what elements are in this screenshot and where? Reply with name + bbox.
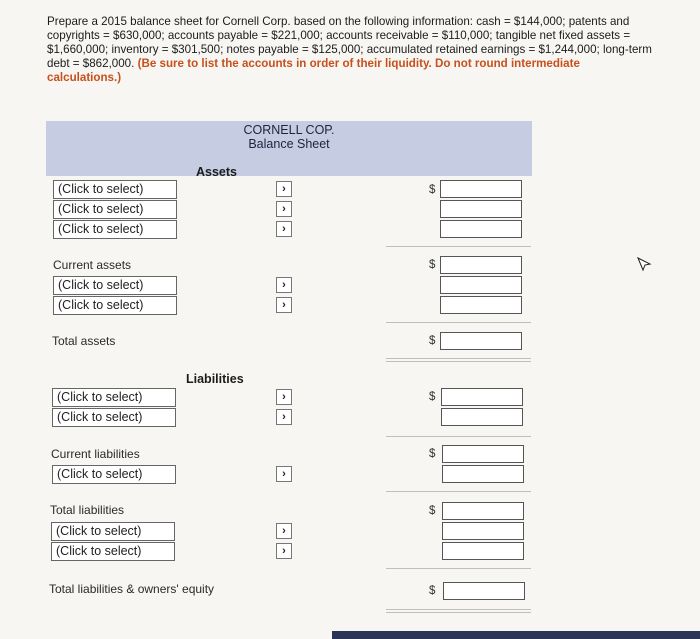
double-rule [386, 609, 531, 610]
divider [386, 246, 531, 247]
divider [386, 491, 531, 492]
divider [386, 568, 531, 569]
mouse-pointer-icon [636, 256, 652, 272]
account-select[interactable]: (Click to select) [52, 408, 176, 427]
double-rule [386, 358, 531, 359]
dollar-sign: $ [429, 184, 436, 196]
account-select[interactable]: (Click to select) [51, 522, 175, 541]
prompt-instructions: (Be sure to list the accounts in order of their liquidity. Do not round intermediate calculations.) [47, 57, 580, 84]
total-liabilities-label: Total liabilities [50, 503, 125, 517]
dollar-sign: $ [429, 335, 436, 347]
chevron-down-icon[interactable]: › [276, 297, 292, 313]
balance-sheet-header [46, 121, 532, 176]
dollar-sign: $ [429, 259, 436, 271]
amount-input[interactable] [442, 542, 524, 560]
sheet-title: Balance Sheet [248, 137, 330, 151]
amount-input[interactable] [441, 388, 523, 406]
chevron-down-icon[interactable]: › [276, 201, 292, 217]
liabilities-heading: Liabilities [186, 372, 244, 386]
prompt-text: Prepare a 2015 balance sheet for Cornell Corp. based on the following information: cash = $144,000; patents and copyrights = $630,000; accounts payable = $221,000; accounts receivable = $110,000; tangible net fixed assets = $1,660,000; inventory = $301,500; notes payable = $125,000; accumulated retained earnings = $1,244,000; long-term debt = $862,000. [47, 15, 652, 70]
total-assets-label: Total assets [52, 334, 116, 348]
current-assets-input[interactable] [440, 256, 522, 274]
dollar-sign: $ [429, 585, 436, 597]
dollar-sign: $ [429, 448, 436, 460]
chevron-down-icon[interactable]: › [276, 181, 292, 197]
assets-heading: Assets [196, 165, 237, 179]
account-select[interactable]: (Click to select) [53, 296, 177, 315]
chevron-down-icon[interactable]: › [276, 389, 292, 405]
divider [386, 436, 531, 437]
current-liabilities-input[interactable] [442, 445, 524, 463]
account-select[interactable]: (Click to select) [53, 180, 177, 199]
account-select[interactable]: (Click to select) [52, 465, 176, 484]
double-rule [386, 612, 531, 613]
account-select[interactable]: (Click to select) [53, 200, 177, 219]
question-prompt [47, 15, 653, 85]
chevron-down-icon[interactable]: › [276, 409, 292, 425]
total-assets-input[interactable] [440, 332, 522, 350]
account-select[interactable]: (Click to select) [52, 388, 176, 407]
total-liabilities-input[interactable] [442, 502, 524, 520]
amount-input[interactable] [440, 276, 522, 294]
amount-input[interactable] [442, 522, 524, 540]
amount-input[interactable] [440, 200, 522, 218]
chevron-down-icon[interactable]: › [276, 277, 292, 293]
account-select[interactable]: (Click to select) [53, 220, 177, 239]
company-name: CORNELL COP. [243, 123, 335, 137]
amount-input[interactable] [442, 465, 524, 483]
dollar-sign: $ [429, 505, 436, 517]
chevron-down-icon[interactable]: › [276, 543, 292, 559]
current-assets-label: Current assets [53, 258, 132, 272]
divider [386, 322, 531, 323]
amount-input[interactable] [441, 408, 523, 426]
account-select[interactable]: (Click to select) [51, 542, 175, 561]
amount-input[interactable] [440, 220, 522, 238]
bottom-bar [332, 631, 700, 639]
dollar-sign: $ [429, 391, 436, 403]
amount-input[interactable] [440, 180, 522, 198]
account-select[interactable]: (Click to select) [53, 276, 177, 295]
current-liabilities-label: Current liabilities [51, 447, 140, 461]
amount-input[interactable] [440, 296, 522, 314]
chevron-down-icon[interactable]: › [276, 523, 292, 539]
total-liabilities-equity-label: Total liabilities & owners' equity [49, 582, 215, 596]
chevron-down-icon[interactable]: › [276, 221, 292, 237]
chevron-down-icon[interactable]: › [276, 466, 292, 482]
double-rule [386, 361, 531, 362]
total-liabilities-equity-input[interactable] [443, 582, 525, 600]
